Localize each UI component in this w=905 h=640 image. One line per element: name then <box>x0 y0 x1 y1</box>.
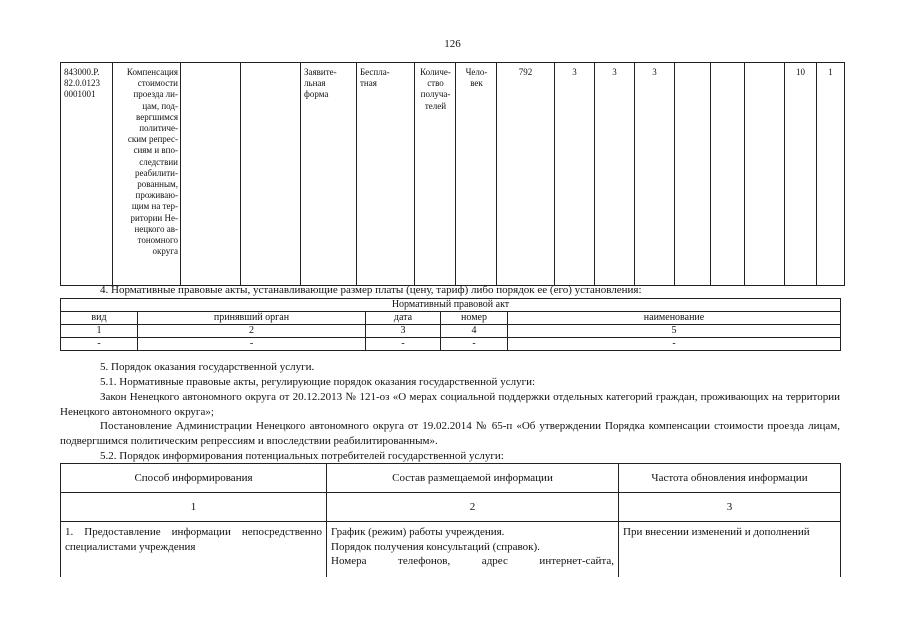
column-number: 3 <box>619 493 841 522</box>
info-content-line: Номера телефонов, адрес интернет-сайта, <box>331 555 614 567</box>
form-cell <box>301 63 357 286</box>
service-code-cell <box>61 63 113 286</box>
column-header: дата <box>366 312 441 325</box>
table-cell: - <box>508 338 841 351</box>
column-header: Способ информирования <box>61 464 327 493</box>
service-code-line: 82.0.0123 <box>64 78 100 89</box>
service-row <box>61 63 845 286</box>
column-header: Состав размещаемой информации <box>327 464 619 493</box>
info-content-line: График (режим) работы учреждения. <box>331 526 505 538</box>
section-5-title: 5. Порядок оказания государственной услуги. <box>100 361 315 373</box>
column-header: вид <box>61 312 138 325</box>
table-cell: - <box>441 338 508 351</box>
law-paragraph <box>60 390 840 419</box>
unit-line: Чело- <box>465 67 488 77</box>
indicator-cell <box>415 63 456 286</box>
column-header: принявший орган <box>138 312 366 325</box>
column-number: 2 <box>138 325 366 338</box>
column-number: 1 <box>61 493 327 522</box>
indicator-line: Количе- <box>420 67 451 77</box>
indicator-line: телей <box>424 100 447 111</box>
payment-cell <box>357 63 415 286</box>
service-name-cell <box>113 63 181 286</box>
service-name-line: реабилити- <box>134 167 178 178</box>
service-name-line: сиям и впо- <box>133 145 178 156</box>
service-name-line: следствии <box>139 156 178 167</box>
column-header: Частота обновления информации <box>619 464 841 493</box>
legal-acts-table <box>60 298 841 351</box>
page-number: 126 <box>444 38 461 50</box>
law-text: Закон Ненецкого автономного округа от 20.12.2013 № 121-оз «О мерах социальной поддержки отдельных категорий граждан, проживающих на территории Ненецкого автономного округа»; <box>60 391 840 418</box>
form-line: льная <box>304 78 326 89</box>
service-name-line: тономного <box>137 235 178 246</box>
form-line: форма <box>304 89 329 100</box>
service-name-line: вергшимся <box>136 111 178 122</box>
service-name-line: цам, под- <box>142 100 178 111</box>
decree-text: Постановление Администрации Ненецкого автономного округа от 19.02.2014 № 65-п «Об утверждении Порядка компенсации стоимости проезда лицам, подвергшимся политическим репрессиям и впоследствии реабилитированным». <box>60 420 840 447</box>
column-number: 1 <box>61 325 138 338</box>
service-name-line: нецкого ав- <box>134 223 178 234</box>
service-code-line: 0001001 <box>64 89 96 100</box>
section-4-title: 4. Нормативные правовые акты, устанавливающие размер платы (цену, тариф) либо порядок ее (его) установления: <box>100 284 642 296</box>
service-code-line: 843000.Р. <box>64 67 100 77</box>
column-number: 4 <box>441 325 508 338</box>
section-5-1-title: 5.1. Нормативные правовые акты, регулирующие порядок оказания государственной услуги: <box>100 376 536 388</box>
service-name-line: Компенсация <box>126 67 178 77</box>
legal-acts-header: Нормативный правовой акт <box>61 299 841 312</box>
table-cell: - <box>61 338 138 351</box>
indicator-line: ство <box>427 78 444 89</box>
column-number: 5 <box>508 325 841 338</box>
payment-line: Беспла- <box>360 67 390 77</box>
info-table <box>60 463 841 577</box>
info-frequency-cell: При внесении изменений и дополнений <box>619 522 841 578</box>
form-line: Заявите- <box>304 67 337 77</box>
info-content-cell <box>327 522 619 578</box>
empty-cell <box>241 63 301 286</box>
value-cell: 3 <box>555 63 595 286</box>
service-name-line: проезда ли- <box>133 89 178 100</box>
service-name-line: округа <box>152 246 178 257</box>
section-5-2-title: 5.2. Порядок информирования потенциальных потребителей государственной услуги: <box>100 450 504 462</box>
empty-cell <box>181 63 241 286</box>
value-cell: 3 <box>595 63 635 286</box>
empty-cell <box>745 63 785 286</box>
value-cell: 10 <box>785 63 817 286</box>
empty-cell <box>675 63 711 286</box>
info-content-line: Порядок получения консультаций (справок). <box>331 540 540 553</box>
table-cell: - <box>138 338 366 351</box>
decree-paragraph <box>60 419 840 448</box>
service-name-line: политиче- <box>139 123 178 134</box>
column-number: 3 <box>366 325 441 338</box>
info-method-cell: 1. Предоставление информации непосредственно специалистами учреждения <box>61 522 327 578</box>
column-number: 2 <box>327 493 619 522</box>
empty-cell <box>711 63 745 286</box>
unit-line: век <box>470 78 483 89</box>
table-cell: - <box>366 338 441 351</box>
payment-line: тная <box>360 78 377 89</box>
unit-cell <box>456 63 497 286</box>
okei-cell: 792 <box>497 63 555 286</box>
service-name-line: ритории Не- <box>130 212 178 223</box>
service-table <box>60 62 845 286</box>
service-name-line: проживаю- <box>135 190 178 201</box>
service-name-line: ским репрес- <box>127 134 178 145</box>
value-cell: 1 <box>817 63 845 286</box>
service-name-line: щим на тер- <box>131 201 178 212</box>
service-name-line: рованным, <box>137 179 178 190</box>
indicator-line: получа- <box>420 89 451 100</box>
value-cell: 3 <box>635 63 675 286</box>
column-header: наименование <box>508 312 841 325</box>
column-header: номер <box>441 312 508 325</box>
service-name-line: стоимости <box>137 78 178 89</box>
